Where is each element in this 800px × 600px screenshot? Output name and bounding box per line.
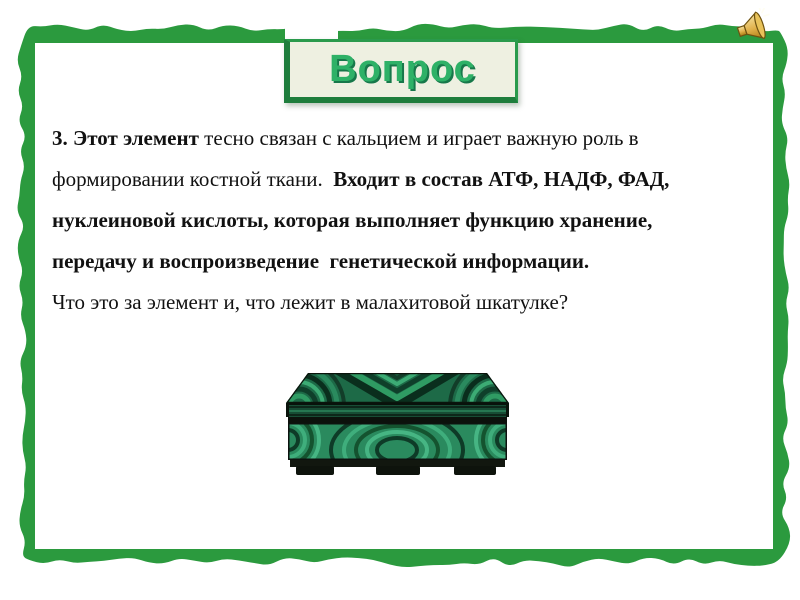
question-line-1 — [52, 118, 772, 159]
question-title-box — [284, 39, 518, 103]
box-feet — [296, 466, 496, 475]
question-text — [52, 118, 772, 323]
border-notch — [285, 20, 338, 39]
question-title-label: Вопрос — [329, 48, 476, 90]
malachite-box-image — [281, 370, 513, 482]
question-run: формировании костной ткани. — [52, 167, 334, 191]
question-run: 3. Этот элемент — [52, 126, 205, 150]
question-line-4 — [52, 241, 772, 282]
sparkle-icon — [759, 8, 769, 17]
question-line-3 — [52, 200, 772, 241]
sound-speaker-icon[interactable] — [731, 8, 775, 46]
question-line-5 — [52, 282, 772, 323]
box-seam — [288, 417, 507, 423]
question-run: передачу и воспроизведение генетической информации. — [52, 249, 590, 273]
speaker-glyph — [733, 8, 775, 45]
box-lid-rim — [286, 403, 509, 417]
box-base — [290, 460, 505, 467]
question-run: Что это за элемент и, что лежит в малахитовой шкатулке? — [52, 290, 569, 314]
question-run: тесно связан с кальцием и играет важную роль в — [204, 126, 639, 150]
question-run: Входит в состав АТФ, НАДФ, ФАД, — [333, 167, 670, 191]
question-line-2 — [52, 159, 772, 200]
question-run: нуклеиновой кислоты, которая выполняет функцию хранение, — [52, 208, 653, 232]
